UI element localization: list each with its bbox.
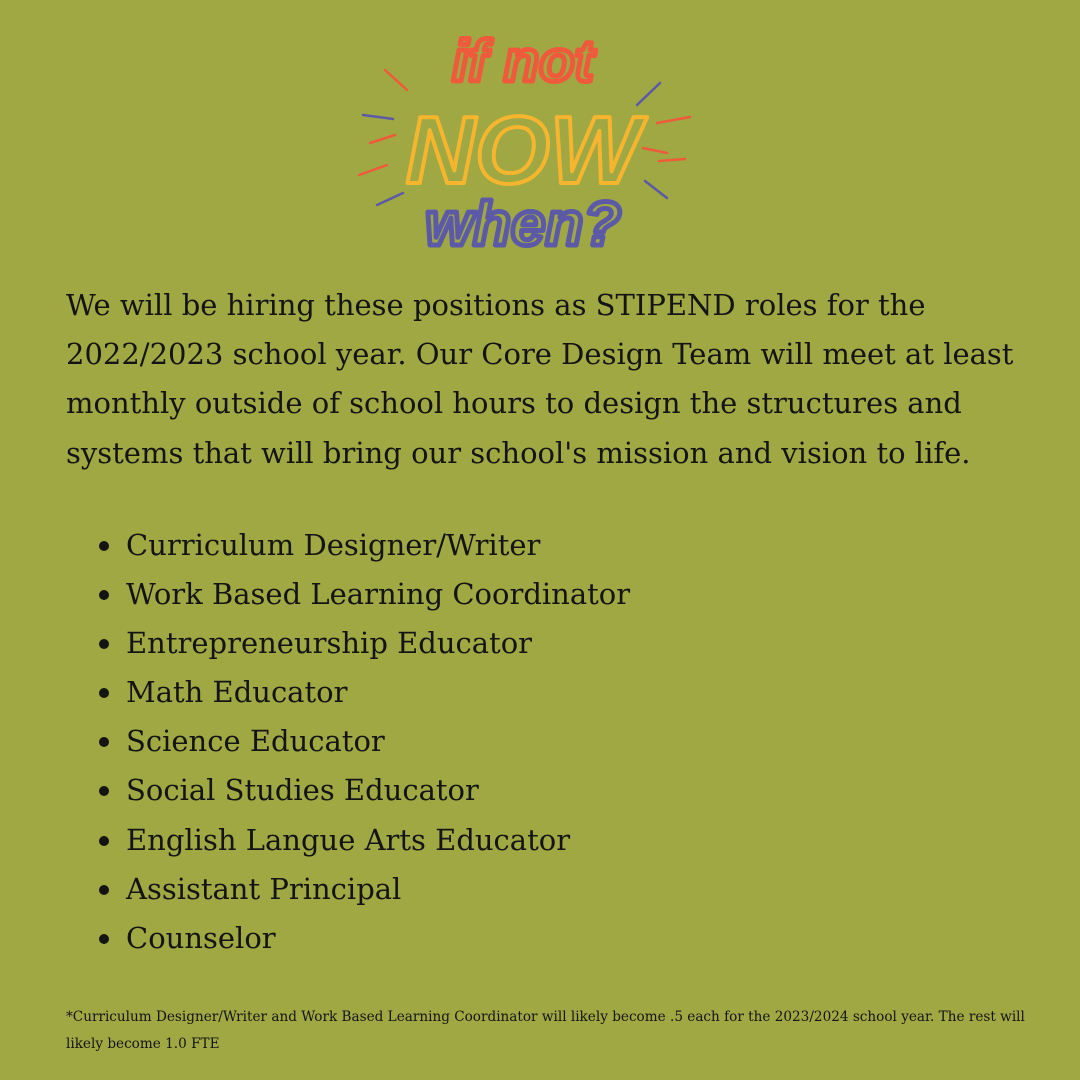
if-not-now-when-logo: [355, 15, 695, 270]
bullet-icon: [99, 737, 109, 747]
logo-line-now: NOW: [405, 97, 641, 204]
bullet-icon: [99, 885, 109, 895]
list-item: [96, 717, 630, 766]
position-label: Science Educator: [126, 724, 385, 759]
bullet-icon: [99, 786, 109, 796]
bullet-icon: [99, 836, 109, 846]
position-label: Math Educator: [126, 675, 348, 710]
intro-paragraph: We will be hiring these positions as STIPEND roles for the 2022/2023 school year. Our Core Design Team will meet at least monthly outside of school hours to design the structures and systems that will bring our school's mission and vision to life.: [66, 288, 1014, 470]
position-label: Work Based Learning Coordinator: [126, 577, 631, 612]
position-label: Social Studies Educator: [126, 773, 479, 808]
list-item: [96, 766, 630, 815]
position-label: English Langue Arts Educator: [126, 822, 571, 857]
footnote: *Curriculum Designer/Writer and Work Based Learning Coordinator will likely become .5 each for the 2023/2024 school year. The rest will likely become 1.0 FTE: [66, 1009, 1025, 1052]
position-label: Assistant Principal: [126, 871, 402, 906]
bullet-icon: [99, 590, 109, 600]
bullet-icon: [99, 541, 109, 551]
list-item: [96, 865, 630, 914]
logo-line-when: when?: [424, 190, 622, 259]
logo-line-if-not: if not: [452, 29, 594, 94]
positions-list: [96, 521, 630, 963]
list-item: [96, 570, 630, 619]
list-item: [96, 619, 630, 668]
list-item: [96, 521, 630, 570]
bullet-icon: [99, 934, 109, 944]
position-label: Curriculum Designer/Writer: [126, 528, 541, 562]
list-item: [96, 668, 630, 717]
list-item: [96, 914, 630, 963]
position-label: Counselor: [126, 920, 276, 955]
bullet-icon: [99, 688, 109, 698]
position-label: Entrepreneurship Educator: [126, 626, 533, 661]
bullet-icon: [99, 639, 109, 649]
list-item: [96, 816, 630, 865]
logo-graphic: [355, 15, 695, 270]
